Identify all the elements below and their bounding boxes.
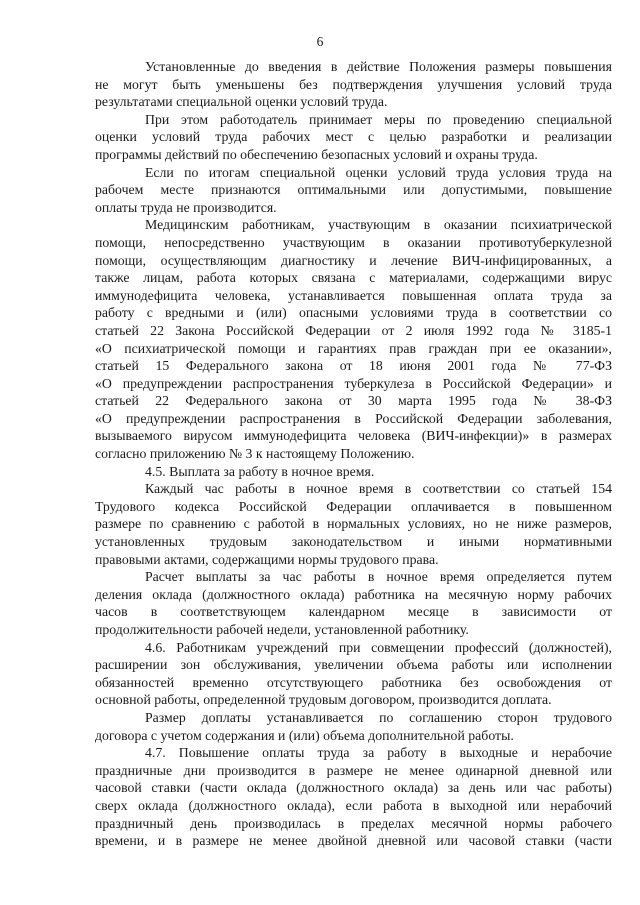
- text-line: обязанностей временно отсутствующего работника без освобождения от: [95, 674, 612, 690]
- text-line: 4.7. Повышение оплаты труда за работу в выходные и нерабочие: [145, 745, 612, 761]
- text-line: При этом работодатель принимает меры по проведению специальной: [145, 111, 612, 127]
- text-line: оплаты труда не производится.: [95, 199, 277, 215]
- text-line: также лицам, работа которых связана с материалами, содержащими вирус: [95, 270, 612, 286]
- text-line: помощи, осуществляющим диагностику и лечение ВИЧ-инфицированных, а: [95, 252, 612, 268]
- text-line: расширении зон обслуживания, увеличении объема работы или исполнении: [95, 657, 612, 673]
- text-line: «О психиатрической помощи и гарантиях прав граждан при ее оказании»,: [95, 340, 612, 356]
- text-line: согласно приложению № 3 к настоящему Положению.: [95, 446, 415, 462]
- text-line: вызываемого вирусом иммунодефицита человека (ВИЧ-инфекции)» в размерах: [95, 428, 612, 444]
- text-line: продолжительности рабочей недели, установленной работнику.: [95, 622, 469, 637]
- text-line: рабочем месте признаются оптимальными или допустимыми, повышение: [95, 182, 612, 198]
- text-line: часовой ставки (части оклада (должностного оклада) за день или час работы): [95, 780, 612, 796]
- text-line: сверх оклада (должностного оклада), если работа в выходной или нерабочий: [95, 797, 612, 813]
- page-number: 6: [316, 34, 324, 49]
- text-line: «О предупреждении распространения в Российской Федерации заболевания,: [95, 410, 612, 426]
- text-line: договора с учетом содержания и (или) объема дополнительной работы.: [95, 727, 514, 743]
- text-line: размере по сравнению с работой в нормальных условиях, но не ниже размеров,: [95, 516, 612, 532]
- text-line: Расчет выплаты за час работы в ночное время определяется путем: [145, 569, 612, 585]
- text-line: деления оклада (должностного оклада) работника на месячную норму рабочих: [95, 586, 612, 602]
- text-line: Если по итогам специальной оценки условий труда условия труда на: [145, 164, 612, 180]
- text-line: правовыми актами, содержащими нормы трудового права.: [95, 551, 439, 567]
- text-line: 4.5. Выплата за работу в ночное время.: [145, 463, 375, 479]
- text-line: 4.6. Работникам учреждений при совмещении профессий (должностей),: [145, 639, 612, 655]
- text-line: основной работы, определенной трудовым договором, производится доплата.: [95, 692, 552, 708]
- text-line: оценки условий труда рабочих мест с целью разработки и реализации: [95, 129, 612, 145]
- text-line: Медицинским работникам, участвующим в оказании психиатрической: [145, 217, 612, 233]
- text-line: Каждый час работы в ночное время в соответствии со статьей 154: [145, 481, 612, 497]
- text-line: праздничный день производилась в пределах месячной нормы рабочего: [95, 815, 612, 831]
- text-line: праздничные дни производится в размере не менее одинарной дневной или: [95, 762, 612, 778]
- text-line: «О предупреждении распространения туберкулеза в Российской Федерации» и: [95, 375, 612, 391]
- text-line: результатами специальной оценки условий труда.: [95, 94, 388, 110]
- text-line: работу с вредными и (или) опасными условиями труда в соответствии со: [95, 305, 612, 321]
- text-line: Установленные до введения в действие Положения размеры повышения: [145, 59, 612, 74]
- text-line: статьей 15 Федерального закона от 18 июня 2001 года № 77-ФЗ: [95, 358, 612, 374]
- text-line: иммунодефицита человека, устанавливается повышенная оплата труда за: [95, 287, 612, 303]
- text-line: статьей 22 Закона Российской Федерации от 2 июля 1992 года № 3185-1: [95, 322, 612, 338]
- text-line: статьей 22 Федерального закона от 30 марта 1995 года № 38-ФЗ: [95, 393, 612, 409]
- text-line: часов в соответствующем календарном месяце в зависимости от: [95, 604, 612, 620]
- text-line: не могут быть уменьшены без подтверждения улучшения условий труда: [95, 76, 612, 92]
- text-line: установленных трудовым законодательством и иными нормативными: [95, 534, 612, 550]
- text-line: программы действий по обеспечению безопасных условий и охраны труда.: [95, 146, 538, 162]
- text-line: Трудового кодекса Российской Федерации оплачивается в повышенном: [95, 498, 612, 514]
- text-line: помощи, непосредственно участвующим в оказании противотуберкулезной: [95, 234, 612, 250]
- text-line: времени, и в размере не менее двойной дневной или часовой ставки (части: [95, 833, 612, 849]
- text-line: Размер доплаты устанавливается по соглашению сторон трудового: [145, 709, 612, 725]
- document-body: [95, 58, 612, 850]
